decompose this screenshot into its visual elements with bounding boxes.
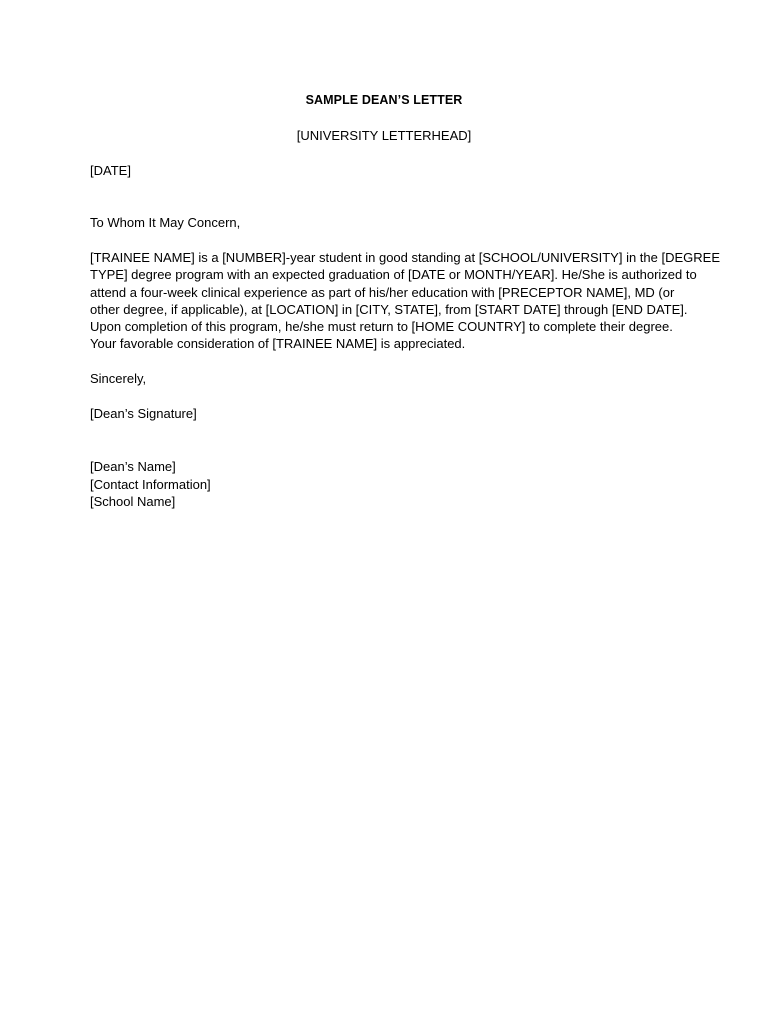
contact-information: [Contact Information] (90, 476, 211, 492)
body-line: other degree, if applicable), at [LOCATION] in [CITY, STATE], from [START DATE] through [END DATE]. (90, 301, 688, 317)
letterhead-placeholder: [UNIVERSITY LETTERHEAD] (296, 128, 472, 143)
body-line: attend a four-week clinical experience as part of his/her education with [PRECEPTOR NAME], MD (or (90, 284, 675, 300)
letter-date: [DATE] (90, 163, 131, 178)
body-line: TYPE] degree program with an expected graduation of [DATE or MONTH/YEAR]. He/She is authorized to (90, 267, 697, 283)
body-line: Your favorable consideration of [TRAINEE NAME] is appreciated. (90, 336, 466, 352)
salutation: To Whom It May Concern, (90, 215, 241, 230)
body-line: Upon completion of this program, he/she must return to [HOME COUNTRY] to complete their degree. (90, 319, 673, 335)
body-line: [TRAINEE NAME] is a [NUMBER]-year student in good standing at [SCHOOL/UNIVERSITY] in the [DEGREE (90, 250, 720, 265)
letter-title: SAMPLE DEAN’S LETTER (305, 93, 463, 107)
closing: Sincerely, (90, 371, 147, 386)
school-name: [School Name] (90, 494, 176, 510)
dean-name: [Dean’s Name] (90, 459, 176, 474)
signature-block (90, 458, 211, 511)
signature-placeholder: [Dean’s Signature] (90, 406, 197, 421)
letter-body (90, 249, 720, 353)
